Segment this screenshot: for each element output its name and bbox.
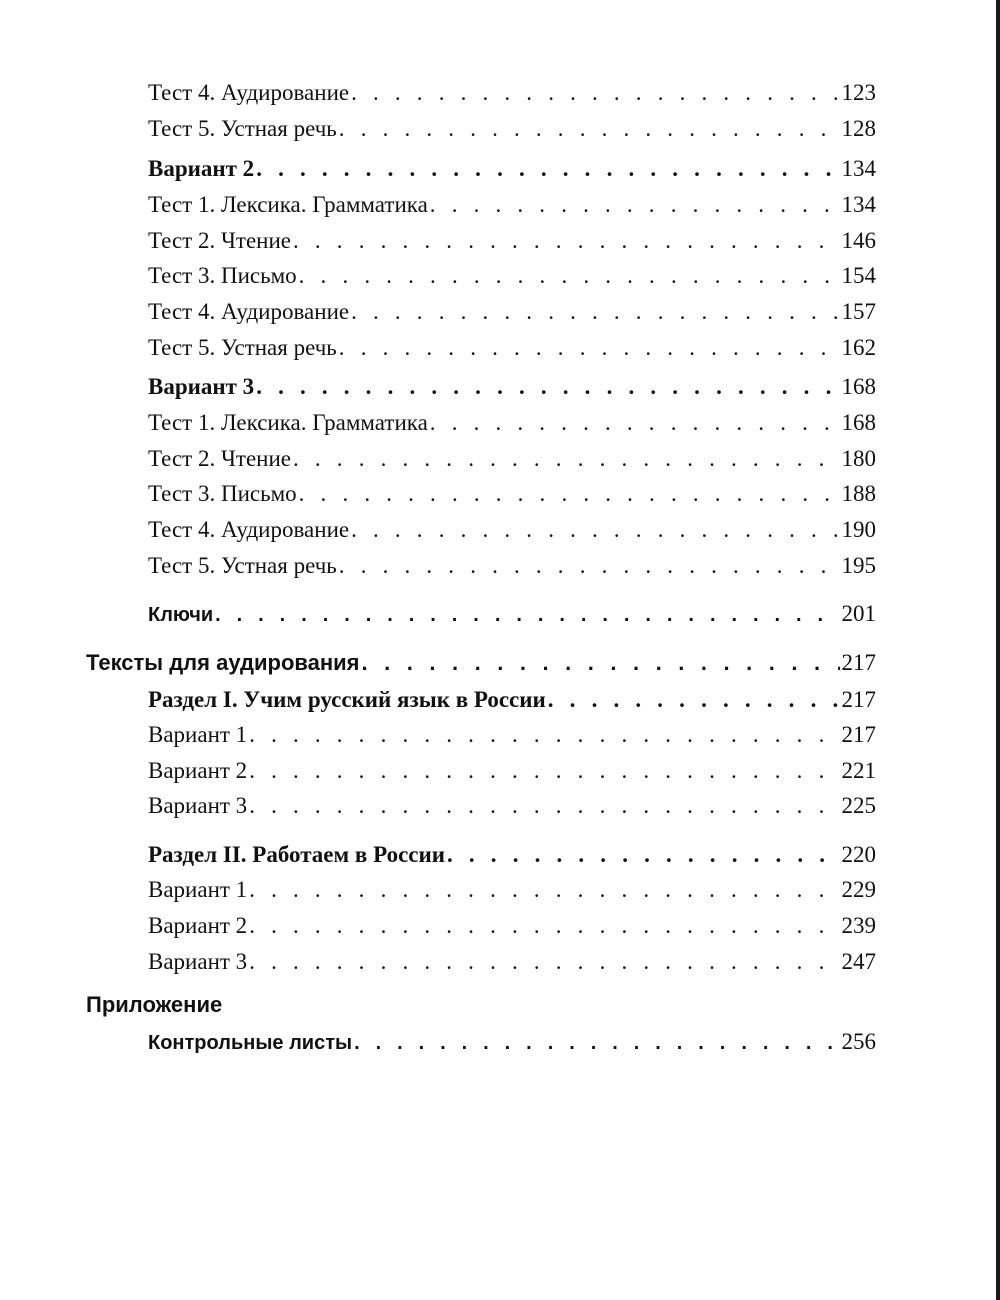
toc-entry[interactable] xyxy=(148,410,876,440)
dot-leader xyxy=(256,156,839,182)
dot-leader xyxy=(351,299,839,325)
toc-entry-label: Тест 1. Лексика. Грамматика xyxy=(148,192,428,217)
toc-entry-page: 229 xyxy=(841,877,876,902)
toc-entry[interactable] xyxy=(148,793,876,823)
toc-entry[interactable] xyxy=(148,481,876,511)
toc-entry[interactable] xyxy=(148,722,876,752)
dot-leader xyxy=(299,481,840,507)
toc-entry-label: Вариант 1 xyxy=(148,877,248,902)
dot-leader xyxy=(293,446,840,472)
toc-entry-page: 217 xyxy=(841,650,876,675)
toc-entry-label: Тест 4. Аудирование xyxy=(148,517,350,542)
toc-entry[interactable] xyxy=(148,116,876,146)
dot-leader xyxy=(249,758,839,784)
toc-entry-label: Вариант 1 xyxy=(148,722,248,747)
toc-entry-page: 146 xyxy=(841,228,876,253)
dot-leader xyxy=(339,116,840,142)
toc-entry-label: Вариант 3 xyxy=(148,949,248,974)
toc-entry-page: 195 xyxy=(841,553,876,578)
dot-leader xyxy=(351,80,839,106)
toc-entry-label: Раздел I. Учим русский язык в России xyxy=(148,687,546,712)
toc-entry[interactable] xyxy=(148,553,876,583)
toc-entry-page: 157 xyxy=(841,299,876,324)
toc-entry[interactable] xyxy=(148,1029,876,1059)
toc-entry[interactable] xyxy=(148,299,876,329)
dot-leader xyxy=(249,722,839,748)
dot-leader xyxy=(299,263,840,289)
toc-part-heading[interactable] xyxy=(148,842,876,872)
dot-leader xyxy=(447,842,840,868)
toc-entry-label: Тест 5. Устная речь xyxy=(148,116,337,141)
toc-entry-page: 239 xyxy=(841,913,876,938)
toc-part-heading[interactable] xyxy=(148,687,876,717)
dot-leader xyxy=(339,553,840,579)
dot-leader xyxy=(249,877,839,903)
toc-entry-page: 168 xyxy=(841,410,876,435)
toc-entry-label: Раздел II. Работаем в России xyxy=(148,842,445,867)
dot-leader xyxy=(339,335,840,361)
toc-entry-page: 188 xyxy=(841,481,876,506)
toc-entry-page: 220 xyxy=(841,842,876,867)
toc-entry-label: Тексты для аудирования xyxy=(86,650,360,675)
toc-entry-page: 225 xyxy=(841,793,876,818)
dot-leader xyxy=(249,949,839,975)
toc-entry-label: Вариант 2 xyxy=(148,758,248,783)
dot-leader xyxy=(249,913,839,939)
toc-entry-page: 221 xyxy=(841,758,876,783)
toc-entry-page: 162 xyxy=(841,335,876,360)
dot-leader xyxy=(362,650,840,676)
toc-entry-page: 168 xyxy=(841,374,876,399)
toc-entry-page: 201 xyxy=(841,601,876,626)
toc-entry[interactable] xyxy=(148,758,876,788)
dot-leader xyxy=(293,228,840,254)
toc-entry[interactable] xyxy=(148,80,876,110)
toc-entry-label: Тест 2. Чтение xyxy=(148,446,291,471)
toc-entry[interactable] xyxy=(148,228,876,258)
dot-leader xyxy=(430,410,840,436)
toc-entry-label: Тест 3. Письмо xyxy=(148,263,297,288)
toc-entry[interactable] xyxy=(148,335,876,365)
toc-entry-label: Контрольные листы xyxy=(148,1032,353,1054)
toc-entry-page: 190 xyxy=(841,517,876,542)
toc-appendix-heading[interactable]: Приложение xyxy=(86,992,223,1017)
dot-leader xyxy=(430,192,840,218)
dot-leader xyxy=(548,687,840,713)
toc-entry-label: Вариант 2 xyxy=(148,156,255,181)
toc-entry-label: Тест 4. Аудирование xyxy=(148,299,350,324)
dot-leader xyxy=(354,1032,839,1055)
toc-entry-page: 247 xyxy=(841,949,876,974)
toc-entry-page: 256 xyxy=(841,1029,876,1054)
toc-entry-page: 217 xyxy=(841,722,876,747)
dot-leader xyxy=(249,793,839,819)
toc-entry[interactable] xyxy=(148,877,876,907)
toc-entry-page: 134 xyxy=(841,192,876,217)
toc-entry-page: 123 xyxy=(841,80,876,105)
toc-entry-label: Тест 1. Лексика. Грамматика xyxy=(148,410,428,435)
toc-entry-label: Вариант 2 xyxy=(148,913,248,938)
toc-keys-entry[interactable] xyxy=(148,601,876,631)
dot-leader xyxy=(351,517,839,543)
toc-entry[interactable] xyxy=(148,192,876,222)
toc-entry-label: Ключи xyxy=(148,604,214,626)
page-edge-border xyxy=(996,0,1000,1300)
toc-entry-page: 154 xyxy=(841,263,876,288)
toc-section-heading[interactable] xyxy=(86,650,876,680)
toc-entry-label: Тест 4. Аудирование xyxy=(148,80,350,105)
toc-entry-page: 128 xyxy=(841,116,876,141)
toc-entry-page: 217 xyxy=(841,687,876,712)
toc-entry-label: Тест 2. Чтение xyxy=(148,228,291,253)
toc-variant-heading[interactable] xyxy=(148,374,876,404)
toc-entry[interactable] xyxy=(148,949,876,979)
toc-entry-label: Вариант 3 xyxy=(148,793,248,818)
toc-entry[interactable] xyxy=(148,263,876,293)
toc-entry[interactable] xyxy=(148,517,876,547)
toc-entry-label: Тест 5. Устная речь xyxy=(148,553,337,578)
toc-entry[interactable] xyxy=(148,446,876,476)
toc-entry-page: 134 xyxy=(841,156,876,181)
toc-entry-label: Тест 3. Письмо xyxy=(148,481,297,506)
dot-leader xyxy=(256,374,839,400)
dot-leader xyxy=(215,604,839,627)
toc-entry-page: 180 xyxy=(841,446,876,471)
toc-variant-heading[interactable] xyxy=(148,156,876,186)
toc-entry-label: Вариант 3 xyxy=(148,374,255,399)
toc-entry[interactable] xyxy=(148,913,876,943)
toc-entry-label: Тест 5. Устная речь xyxy=(148,335,337,360)
